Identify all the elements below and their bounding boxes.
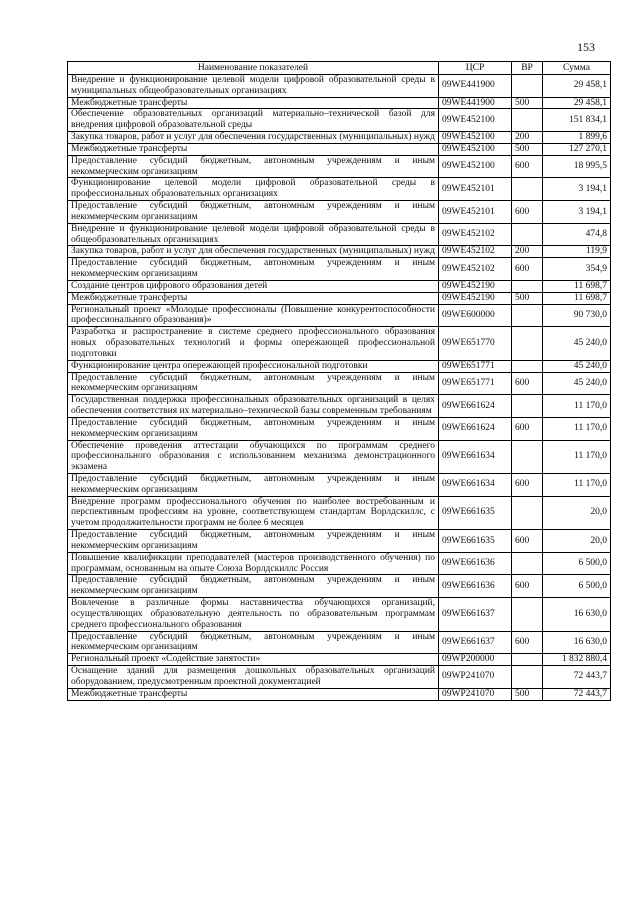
row-name-cell: Региональный проект «Молодые профессионалы (Повышение конкурентоспособности профессионального образования)» — [68, 304, 439, 327]
row-csr-cell: 09WE452101 — [439, 178, 512, 201]
row-vr-cell: 600 — [512, 258, 543, 281]
row-sum-cell: 6 500,0 — [543, 575, 611, 598]
row-vr-cell — [512, 666, 543, 689]
row-sum-cell: 20,0 — [543, 496, 611, 529]
row-sum-cell: 20,0 — [543, 530, 611, 553]
row-name-cell: Предоставление субсидий бюджетным, автономным учреждениям и иным некоммерческим организациям — [68, 417, 439, 440]
row-name-cell: Функционирование центра опережающей профессиональной подготовки — [68, 360, 439, 372]
row-sum-cell: 90 730,0 — [543, 304, 611, 327]
row-sum-cell: 72 443,7 — [543, 688, 611, 700]
row-csr-cell: 09WE661637 — [439, 598, 512, 631]
row-csr-cell: 09WE452190 — [439, 280, 512, 292]
table-row — [68, 631, 611, 654]
row-vr-cell: 600 — [512, 473, 543, 496]
header-name: Наименование показателей — [68, 62, 439, 75]
row-name-cell: Вовлечение в различные формы наставничества обучающихся организаций, осуществляющих образовательную деятельность по образовательным программам среднего профессионального образования — [68, 598, 439, 631]
row-vr-cell — [512, 598, 543, 631]
row-sum-cell: 72 443,7 — [543, 666, 611, 689]
table-row — [68, 327, 611, 360]
header-sum: Сумма — [543, 62, 611, 75]
row-name-cell: Межбюджетные трансферты — [68, 97, 439, 109]
row-sum-cell: 11 170,0 — [543, 473, 611, 496]
table-row — [68, 143, 611, 155]
row-vr-cell — [512, 109, 543, 132]
row-name-cell: Функционирование целевой модели цифровой образовательной среды в профессиональных образовательных организациях — [68, 178, 439, 201]
row-csr-cell: 09WE661635 — [439, 530, 512, 553]
row-csr-cell: 09WE600000 — [439, 304, 512, 327]
budget-table — [67, 61, 611, 701]
row-csr-cell: 09WE441900 — [439, 97, 512, 109]
row-sum-cell: 11 698,7 — [543, 292, 611, 304]
row-sum-cell: 1 832 880,4 — [543, 654, 611, 666]
table-row — [68, 201, 611, 224]
row-sum-cell: 16 630,0 — [543, 631, 611, 654]
row-csr-cell: 09WE651771 — [439, 360, 512, 372]
row-csr-cell: 09WE452102 — [439, 223, 512, 246]
page-number: 153 — [577, 40, 595, 54]
table-row — [68, 372, 611, 395]
table-row — [68, 223, 611, 246]
row-vr-cell: 600 — [512, 372, 543, 395]
table-row — [68, 258, 611, 281]
row-name-cell: Разработка и распространение в системе среднего профессионального образования новых образовательных технологий и формы опережающей профессиональной подготовки — [68, 327, 439, 360]
row-name-cell: Государственная поддержка профессиональных образовательных организаций в целях обеспечения соответствия их материально–технической базы современным требованиям — [68, 395, 439, 418]
table-row — [68, 395, 611, 418]
table-row — [68, 496, 611, 529]
row-name-cell: Внедрение программ профессионального обучения по наиболее востребованным и перспективным профессиям на уровне, соответствующем стандартам Ворлдскиллс, с учетом продолжительности программ не более 6 месяцев — [68, 496, 439, 529]
row-sum-cell: 3 194,1 — [543, 178, 611, 201]
table-row — [68, 552, 611, 575]
row-name-cell: Межбюджетные трансферты — [68, 143, 439, 155]
table-row — [68, 666, 611, 689]
row-vr-cell: 200 — [512, 246, 543, 258]
row-sum-cell: 11 170,0 — [543, 395, 611, 418]
row-vr-cell — [512, 654, 543, 666]
row-name-cell: Предоставление субсидий бюджетным, автономным учреждениям и иным некоммерческим организациям — [68, 155, 439, 178]
row-csr-cell: 09WP241070 — [439, 688, 512, 700]
row-csr-cell: 09WE452100 — [439, 132, 512, 144]
table-row — [68, 530, 611, 553]
table-row — [68, 97, 611, 109]
row-name-cell: Предоставление субсидий бюджетным, автономным учреждениям и иным некоммерческим организациям — [68, 372, 439, 395]
table-row — [68, 178, 611, 201]
row-sum-cell: 6 500,0 — [543, 552, 611, 575]
row-name-cell: Предоставление субсидий бюджетным, автономным учреждениям и иным некоммерческим организациям — [68, 258, 439, 281]
row-csr-cell: 09WE452190 — [439, 292, 512, 304]
row-vr-cell: 600 — [512, 155, 543, 178]
row-name-cell: Предоставление субсидий бюджетным, автономным учреждениям и иным некоммерческим организациям — [68, 201, 439, 224]
row-vr-cell — [512, 304, 543, 327]
table-body — [68, 75, 611, 701]
row-vr-cell — [512, 552, 543, 575]
row-sum-cell: 11 170,0 — [543, 440, 611, 473]
row-sum-cell: 3 194,1 — [543, 201, 611, 224]
row-csr-cell: 09WE661636 — [439, 552, 512, 575]
table-row — [68, 155, 611, 178]
row-vr-cell: 600 — [512, 201, 543, 224]
row-name-cell: Межбюджетные трансферты — [68, 688, 439, 700]
row-csr-cell: 09WE661636 — [439, 575, 512, 598]
row-csr-cell: 09WE452100 — [439, 155, 512, 178]
row-sum-cell: 18 995,5 — [543, 155, 611, 178]
table-row — [68, 75, 611, 98]
row-name-cell: Оснащение зданий для размещения дошкольных образовательных организаций оборудованием, предусмотренным проектной документацией — [68, 666, 439, 689]
row-name-cell: Внедрение и функционирование целевой модели цифровой образовательной среды в муниципальных общеобразовательных организациях — [68, 75, 439, 98]
row-csr-cell: 09WE661624 — [439, 417, 512, 440]
table-row — [68, 292, 611, 304]
row-vr-cell: 200 — [512, 132, 543, 144]
row-vr-cell: 500 — [512, 292, 543, 304]
row-csr-cell: 09WE661624 — [439, 395, 512, 418]
table-row — [68, 246, 611, 258]
table-header-row — [68, 62, 611, 75]
row-vr-cell — [512, 440, 543, 473]
table-row — [68, 688, 611, 700]
row-name-cell: Предоставление субсидий бюджетным, автономным учреждениям и иным некоммерческим организациям — [68, 575, 439, 598]
row-name-cell: Межбюджетные трансферты — [68, 292, 439, 304]
row-name-cell: Предоставление субсидий бюджетным, автономным учреждениям и иным некоммерческим организациям — [68, 530, 439, 553]
row-vr-cell — [512, 75, 543, 98]
row-vr-cell — [512, 327, 543, 360]
row-name-cell: Повышение квалификации преподавателей (мастеров производственного обучения) по программам, основанным на опыте Союза Ворлдскиллс Россия — [68, 552, 439, 575]
table-row — [68, 417, 611, 440]
row-name-cell: Закупка товаров, работ и услуг для обеспечения государственных (муниципальных) нужд — [68, 246, 439, 258]
row-name-cell: Закупка товаров, работ и услуг для обеспечения государственных (муниципальных) нужд — [68, 132, 439, 144]
row-vr-cell: 600 — [512, 530, 543, 553]
table-row — [68, 598, 611, 631]
header-vr: ВР — [512, 62, 543, 75]
table-row — [68, 440, 611, 473]
row-name-cell: Обеспечение образовательных организаций материально–технической базой для внедрения цифровой образовательной среды — [68, 109, 439, 132]
row-sum-cell: 11 698,7 — [543, 280, 611, 292]
row-sum-cell: 119,9 — [543, 246, 611, 258]
row-csr-cell: 09WE441900 — [439, 75, 512, 98]
row-vr-cell: 500 — [512, 688, 543, 700]
row-csr-cell: 09WP200000 — [439, 654, 512, 666]
row-name-cell: Создание центров цифрового образования детей — [68, 280, 439, 292]
row-vr-cell: 600 — [512, 575, 543, 598]
table-row — [68, 654, 611, 666]
row-csr-cell: 09WE452100 — [439, 109, 512, 132]
table-row — [68, 109, 611, 132]
row-csr-cell: 09WE661635 — [439, 496, 512, 529]
row-name-cell: Предоставление субсидий бюджетным, автономным учреждениям и иным некоммерческим организациям — [68, 473, 439, 496]
row-csr-cell: 09WE651771 — [439, 372, 512, 395]
row-vr-cell — [512, 395, 543, 418]
row-vr-cell — [512, 496, 543, 529]
row-csr-cell: 09WE661634 — [439, 440, 512, 473]
row-vr-cell — [512, 360, 543, 372]
row-sum-cell: 29 458,1 — [543, 75, 611, 98]
table-row — [68, 132, 611, 144]
row-sum-cell: 11 170,0 — [543, 417, 611, 440]
row-sum-cell: 45 240,0 — [543, 360, 611, 372]
row-sum-cell: 151 834,1 — [543, 109, 611, 132]
row-csr-cell: 09WE661634 — [439, 473, 512, 496]
row-name-cell: Внедрение и функционирование целевой модели цифровой образовательной среды в общеобразовательных организациях — [68, 223, 439, 246]
table-row — [68, 575, 611, 598]
header-csr: ЦСР — [439, 62, 512, 75]
table-row — [68, 473, 611, 496]
row-csr-cell: 09WE452102 — [439, 246, 512, 258]
row-vr-cell: 500 — [512, 143, 543, 155]
row-name-cell: Региональный проект «Содействие занятости» — [68, 654, 439, 666]
row-vr-cell: 600 — [512, 631, 543, 654]
row-csr-cell: 09WE452100 — [439, 143, 512, 155]
table-row — [68, 280, 611, 292]
row-sum-cell: 474,8 — [543, 223, 611, 246]
row-csr-cell: 09WE452101 — [439, 201, 512, 224]
row-csr-cell: 09WE661637 — [439, 631, 512, 654]
row-sum-cell: 16 630,0 — [543, 598, 611, 631]
row-sum-cell: 45 240,0 — [543, 372, 611, 395]
row-name-cell: Обеспечение проведения аттестации обучающихся по программам среднего профессионального образования с использованием механизма демонстрационного экзамена — [68, 440, 439, 473]
row-sum-cell: 29 458,1 — [543, 97, 611, 109]
table-row — [68, 360, 611, 372]
row-vr-cell — [512, 280, 543, 292]
row-sum-cell: 127 270,1 — [543, 143, 611, 155]
row-sum-cell: 354,9 — [543, 258, 611, 281]
row-vr-cell: 500 — [512, 97, 543, 109]
row-name-cell: Предоставление субсидий бюджетным, автономным учреждениям и иным некоммерческим организациям — [68, 631, 439, 654]
table-row — [68, 304, 611, 327]
row-sum-cell: 1 899,6 — [543, 132, 611, 144]
row-vr-cell — [512, 223, 543, 246]
row-vr-cell: 600 — [512, 417, 543, 440]
row-csr-cell: 09WE452102 — [439, 258, 512, 281]
row-sum-cell: 45 240,0 — [543, 327, 611, 360]
row-csr-cell: 09WP241070 — [439, 666, 512, 689]
row-csr-cell: 09WE651770 — [439, 327, 512, 360]
row-vr-cell — [512, 178, 543, 201]
